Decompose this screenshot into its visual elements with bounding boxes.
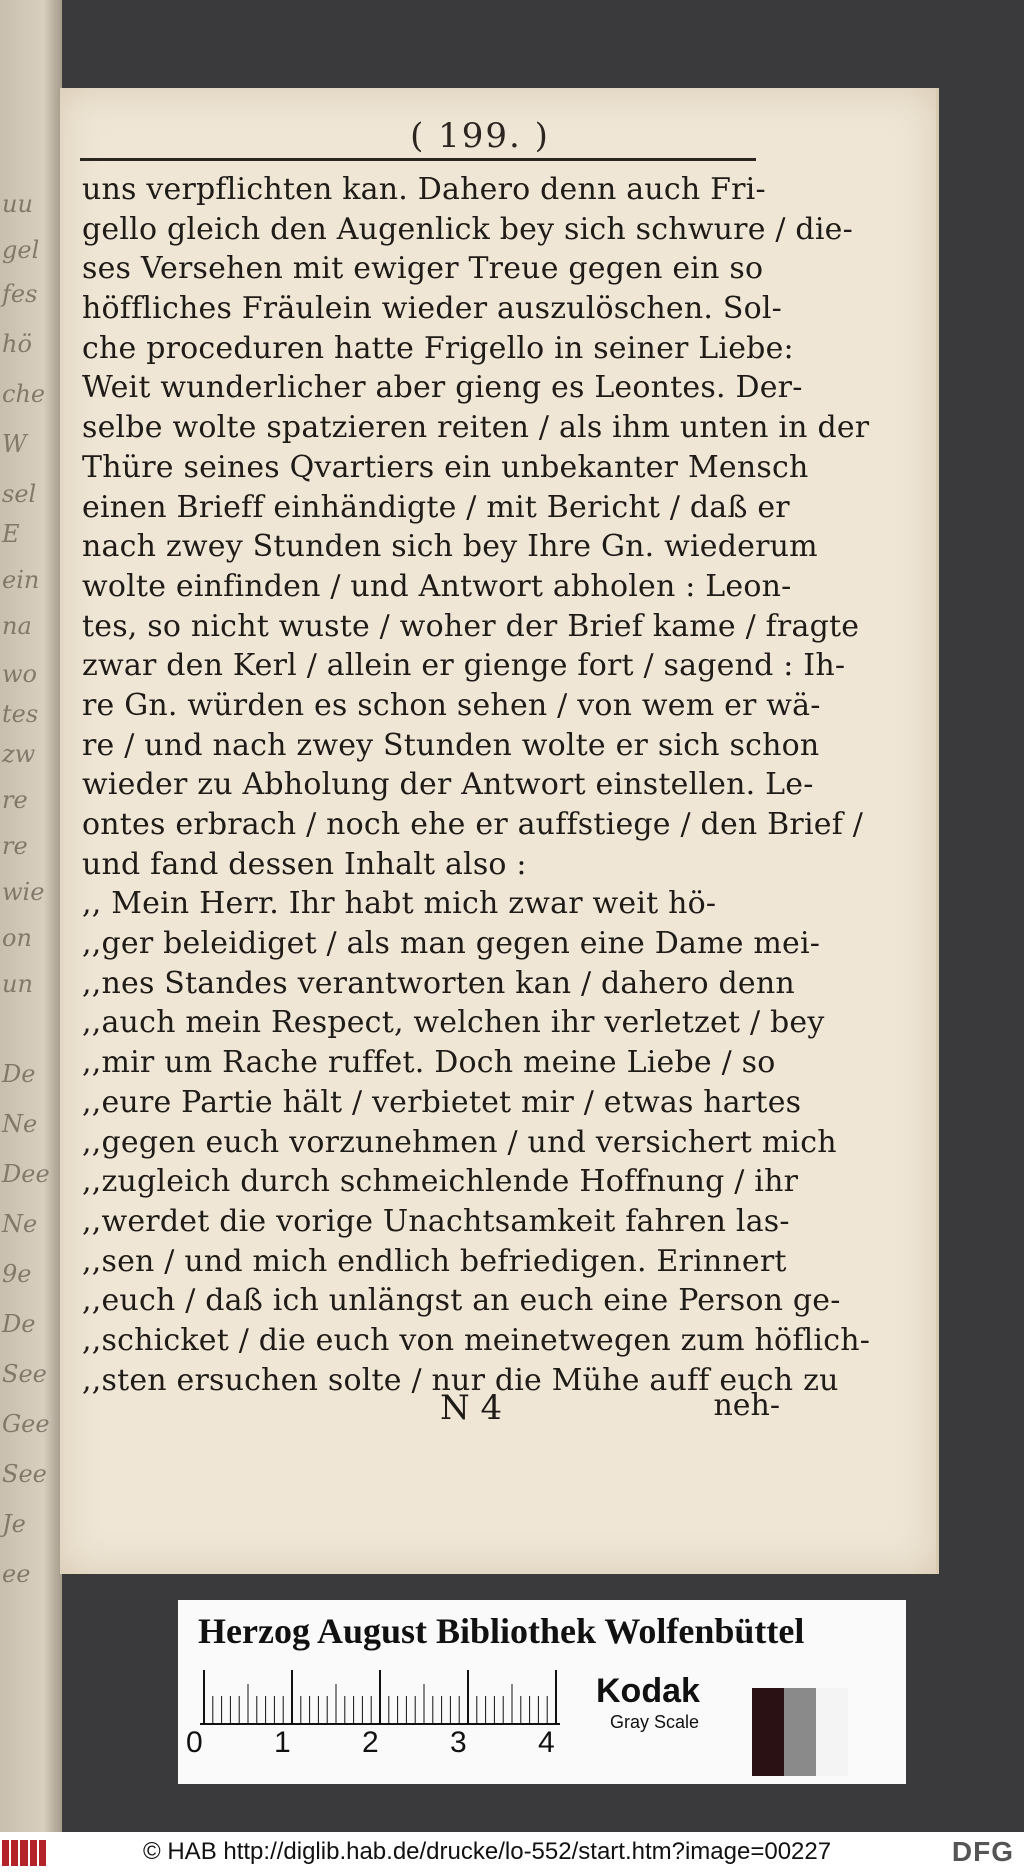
text-line: zwar den Kerl / allein er gienge fort / sagend : Ih- <box>82 648 846 684</box>
scale-ruler <box>200 1670 560 1724</box>
text-line: höffliches Fräulein wieder auszulöschen. Sol- <box>82 291 783 327</box>
text-line: ,,mir um Rache ruffet. Doch meine Liebe / so <box>82 1045 776 1081</box>
text-line: ses Versehen mit ewiger Treue gegen ein so <box>82 251 764 287</box>
text-line: ,,nes Standes verantworten kan / dahero denn <box>82 965 795 1001</box>
ruler-number: 0 <box>186 1726 203 1759</box>
footer-bar <box>0 1832 1024 1874</box>
ruler-number: 2 <box>362 1726 379 1759</box>
text-line: ,,eure Partie hält / verbietet mir / etwas hartes <box>82 1084 802 1120</box>
gray-swatches <box>752 1688 848 1776</box>
gray-swatch <box>752 1688 784 1776</box>
text-line: wieder zu Abholung der Antwort einstellen. Le- <box>82 767 814 803</box>
hab-logo-icon <box>2 1840 46 1866</box>
text-line: Weit wunderlicher aber gieng es Leontes. Der- <box>82 370 803 406</box>
text-line: re Gn. würden es schon sehen / von wem er wä- <box>82 687 821 723</box>
text-line: ,, Mein Herr. Ihr habt mich zwar weit hö- <box>82 886 717 922</box>
book-page <box>60 88 939 1574</box>
text-line: und fand dessen Inhalt also : <box>82 846 527 882</box>
text-line: ,,auch mein Respect, welchen ihr verletzet / bey <box>82 1005 825 1041</box>
catchword: neh- <box>713 1388 780 1423</box>
library-name: Herzog August Bibliothek Wolfenbüttel <box>198 1611 805 1651</box>
gray-swatch <box>784 1688 816 1776</box>
text-line: ontes erbrach / noch ehe er auffstiege / den Brief / <box>82 807 864 842</box>
kodak-logo: Kodak <box>596 1672 700 1710</box>
text-line: uns verpflichten kan. Dahero denn auch Fri- <box>82 172 766 207</box>
header-rule <box>80 158 756 161</box>
ruler-number: 3 <box>450 1726 467 1759</box>
text-line: einen Brieff einhändigte / mit Bericht / daß er <box>82 489 790 525</box>
text-line: ,,schicket / die euch von meinetwegen zum höflich- <box>82 1322 871 1358</box>
text-line: Thüre seines Qvartiers ein unbekanter Mensch <box>82 449 809 485</box>
text-line: ,,sen / und mich endlich befriedigen. Erinnert <box>82 1243 787 1279</box>
text-line: ,,zugleich durch schmeichlende Hoffnung / ihr <box>82 1164 799 1200</box>
ruler-number: 4 <box>538 1726 555 1759</box>
text-line: ,,euch / daß ich unlängst an euch eine Person ge- <box>82 1283 841 1319</box>
text-line: re / und nach zwey Stunden wolte er sich schon <box>82 727 820 763</box>
text-line: che proceduren hatte Frigello in seiner Liebe: <box>82 330 794 366</box>
ruler-number: 1 <box>274 1726 291 1759</box>
text-line: ,,gegen euch vorzunehmen / und versichert mich <box>82 1124 837 1160</box>
text-line: ,,werdet die vorige Unachtsamkeit fahren las- <box>82 1203 790 1239</box>
dfg-logo: DFG <box>951 1836 1014 1867</box>
text-line: wolte einfinden / und Antwort abholen : Leon- <box>82 568 792 604</box>
signature-mark: N 4 <box>440 1388 503 1428</box>
page-text <box>82 170 871 1400</box>
text-line: tes, so nicht wuste / woher der Brief kame / fragte <box>82 608 860 644</box>
page-footer-line <box>60 1388 780 1428</box>
gray-scale-label: Gray Scale <box>610 1712 700 1732</box>
source-url-link[interactable]: © HAB http://diglib.hab.de/drucke/lo-552/start.htm?image=00227 <box>143 1838 832 1865</box>
text-line: nach zwey Stunden sich bey Ihre Gn. wiederum <box>82 529 818 565</box>
text-line: gello gleich den Augenlick bey sich schwure / die- <box>82 211 853 247</box>
ruler-numbers <box>186 1726 555 1766</box>
color-calibration-card <box>178 1600 906 1784</box>
text-line: ,,sten ersuchen solte / nur die Mühe auff euch zu <box>82 1362 839 1398</box>
page-number: ( 199. ) <box>410 116 550 156</box>
gray-swatch <box>816 1688 848 1776</box>
adjacent-page-edge: uu gel fes hö che W sel E ein na wo tes zw re re wie on un De Ne Dee Ne 9e De See Gee See Je ee <box>0 0 62 1832</box>
text-line: ,,ger beleidiget / als man gegen eine Dame mei- <box>82 926 821 962</box>
text-line: selbe wolte spatzieren reiten / als ihm unten in der <box>82 410 870 446</box>
